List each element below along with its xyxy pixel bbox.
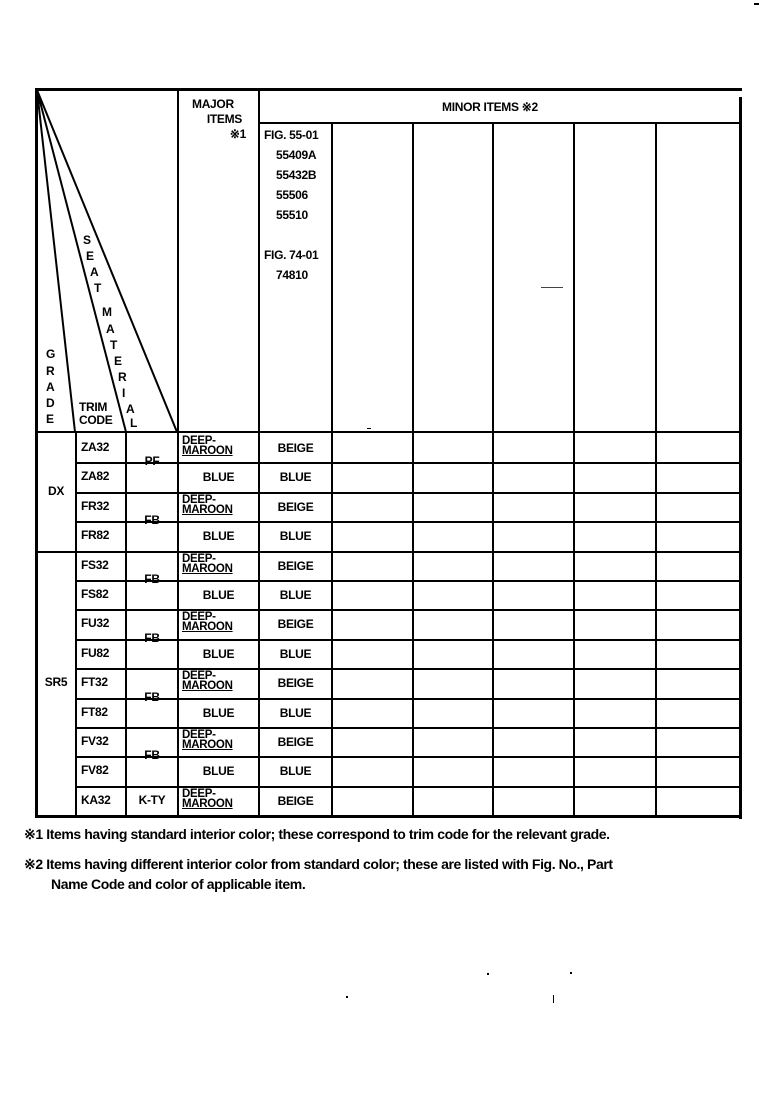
col-line-trim	[75, 431, 77, 816]
major-item-color-cell: BLUE	[202, 706, 235, 720]
minor-col1-figure-list	[264, 125, 318, 285]
seat-letter: L	[130, 416, 138, 430]
major-items-note-mark: ※1	[229, 127, 246, 141]
part-code: 55506	[276, 188, 308, 202]
minor-items-header: MINOR ITEMS ※2	[442, 100, 538, 114]
seat-letter: E	[86, 249, 95, 263]
major-item-color-cell: DEEP- MAROON	[182, 435, 233, 457]
seat-material-cell: K-TY	[138, 793, 166, 807]
footnote-text-line1: Items having different interior color from standard color; these are listed with Fig. No., Part	[46, 856, 613, 872]
seat-material-cell: FB	[144, 513, 160, 527]
part-code: 55432B	[276, 168, 317, 182]
trim-code-cell: FT32	[81, 675, 108, 689]
major-items-label-line1: MAJOR	[192, 97, 234, 111]
grade-cell: DX	[47, 484, 65, 498]
major-item-color-cell: BLUE	[202, 647, 235, 661]
col-line-minor6	[655, 123, 657, 816]
minor-item-color-cell: BLUE	[279, 647, 312, 661]
trim-label-line1: TRIM	[79, 400, 108, 414]
minor-item-color-cell: BLUE	[279, 470, 312, 484]
trim-code-cell: ZA32	[81, 440, 110, 454]
trim-code-cell: FU32	[81, 616, 110, 630]
minor-item-color-cell: BLUE	[279, 764, 312, 778]
seat-material-cell: PF	[144, 454, 160, 468]
grade-letter: E	[46, 412, 55, 426]
major-item-color-cell: DEEP- MAROON	[182, 670, 233, 692]
seat-letter: T	[110, 338, 118, 352]
seat-letter: A	[106, 322, 115, 336]
minor-item-color-cell: BEIGE	[277, 794, 314, 808]
col-line-minor2	[331, 123, 333, 816]
grade-cell: SR5	[44, 675, 68, 689]
col-line-minor3	[412, 123, 414, 816]
scan-speck	[346, 996, 348, 998]
trim-code-header-label	[79, 401, 112, 427]
seat-divider	[125, 492, 179, 494]
minor-item-color-cell: BEIGE	[277, 500, 314, 514]
fig-ref: FIG. 55-01	[264, 128, 319, 142]
trim-code-cell: FU82	[81, 646, 110, 660]
scan-speck	[487, 973, 489, 975]
spacer	[264, 225, 318, 245]
major-items-header	[188, 97, 256, 142]
minor-item-color-cell: BLUE	[279, 529, 312, 543]
minor-item-color-cell: BEIGE	[277, 441, 314, 455]
footnote-text: Items having standard interior color; these correspond to trim code for the relevant grade.	[46, 826, 610, 842]
diagonal-header-lines	[0, 0, 180, 435]
part-code: 74810	[276, 268, 308, 282]
footnote-mark: ※1	[24, 826, 43, 842]
seat-material-cell: FB	[144, 748, 160, 762]
trim-code-cell: FV82	[81, 763, 109, 777]
major-item-color-cell: DEEP- MAROON	[182, 729, 233, 751]
part-code: 55409A	[276, 148, 317, 162]
seat-letter: I	[122, 386, 126, 400]
seat-divider	[125, 551, 179, 553]
seat-letter: E	[114, 354, 123, 368]
part-code: 55510	[276, 208, 308, 222]
trim-code-cell: ZA82	[81, 469, 110, 483]
scan-speck	[367, 428, 371, 429]
scan-speck	[570, 972, 572, 974]
major-item-color-cell: BLUE	[202, 470, 235, 484]
scan-speck	[541, 287, 563, 288]
col-line-minor4	[492, 123, 494, 816]
footnote-2-cont: Name Code and color of applicable item.	[51, 876, 306, 892]
seat-letter: M	[102, 305, 112, 319]
seat-material-cell: FB	[144, 631, 160, 645]
seat-letter: S	[83, 233, 92, 247]
seat-material-cell: FB	[144, 690, 160, 704]
table-border-right	[739, 97, 742, 819]
grade-divider	[36, 551, 76, 553]
seat-divider	[125, 786, 179, 788]
table-border-bottom	[35, 815, 742, 818]
minor-item-color-cell: BLUE	[279, 588, 312, 602]
minor-item-color-cell: BEIGE	[277, 735, 314, 749]
fig-ref: FIG. 74-01	[264, 248, 319, 262]
trim-label-line2: CODE	[79, 413, 113, 427]
trim-code-cell: FT82	[81, 705, 108, 719]
scan-speck	[553, 995, 554, 1003]
grade-letter: R	[46, 364, 55, 378]
seat-letter: A	[126, 402, 135, 416]
footnote-mark: ※2	[24, 856, 43, 872]
minor-item-color-cell: BEIGE	[277, 559, 314, 573]
trim-code-cell: KA32	[81, 793, 111, 807]
major-item-color-cell: DEEP- MAROON	[182, 788, 233, 810]
seat-divider	[125, 727, 179, 729]
scan-speck	[754, 3, 759, 5]
seat-material-cell: FB	[144, 572, 160, 586]
major-item-color-cell: DEEP- MAROON	[182, 553, 233, 575]
seat-letter: T	[94, 281, 102, 295]
footnote-2	[24, 856, 613, 873]
seat-divider	[125, 609, 179, 611]
major-items-label-line2: ITEMS	[206, 112, 242, 126]
trim-code-cell: FS82	[81, 587, 109, 601]
grade-letter: D	[46, 396, 55, 410]
major-item-color-cell: DEEP- MAROON	[182, 611, 233, 633]
grade-letter: G	[46, 347, 56, 361]
seat-divider	[125, 668, 179, 670]
seat-letter: R	[118, 370, 127, 384]
major-item-color-cell: BLUE	[202, 529, 235, 543]
major-item-color-cell: DEEP- MAROON	[182, 494, 233, 516]
major-item-color-cell: BLUE	[202, 588, 235, 602]
col-line-minor5	[573, 123, 575, 816]
major-item-color-cell: BLUE	[202, 764, 235, 778]
footnote-1	[24, 826, 610, 843]
trim-code-cell: FR32	[81, 499, 110, 513]
trim-code-cell: FS32	[81, 558, 109, 572]
trim-code-cell: FV32	[81, 734, 109, 748]
seat-letter: A	[90, 265, 99, 279]
minor-item-color-cell: BEIGE	[277, 676, 314, 690]
trim-code-cell: FR82	[81, 528, 110, 542]
minor-item-color-cell: BEIGE	[277, 617, 314, 631]
grade-letter: A	[46, 380, 55, 394]
minor-item-color-cell: BLUE	[279, 706, 312, 720]
